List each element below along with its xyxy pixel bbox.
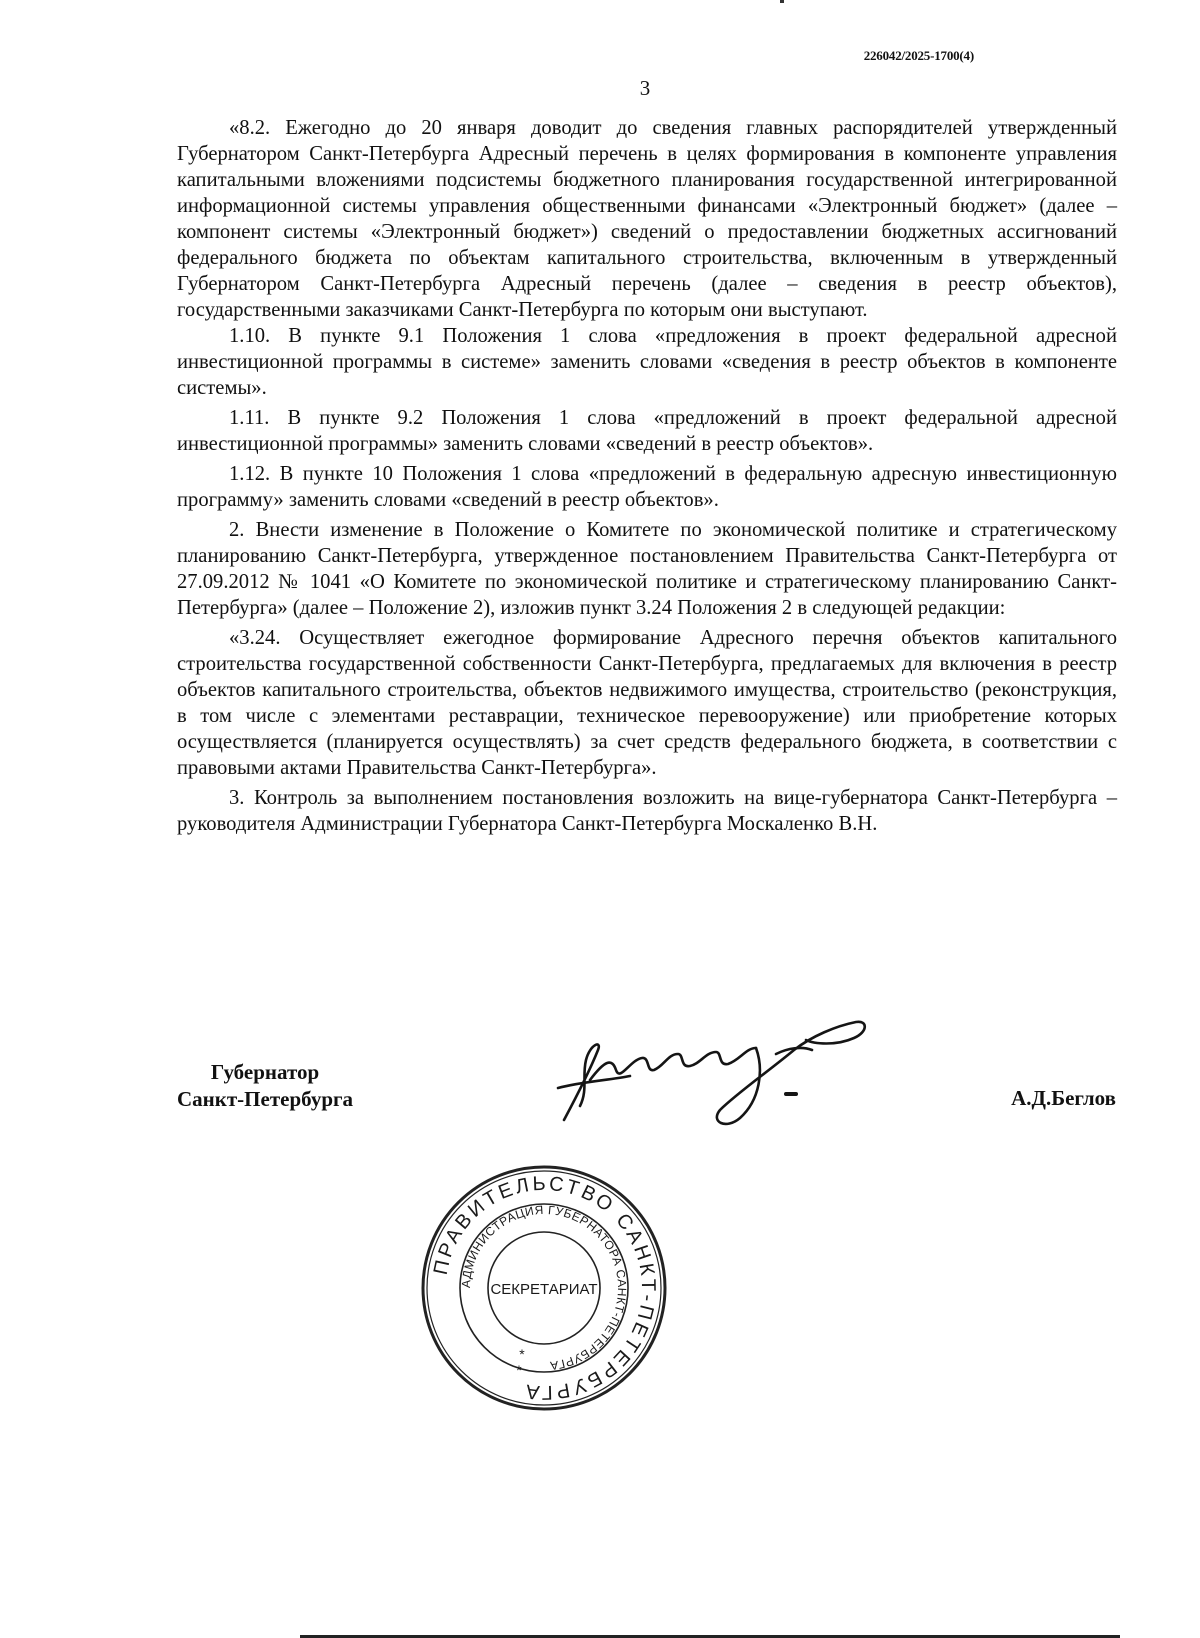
page-number: 3 bbox=[639, 76, 651, 100]
scan-mark bbox=[780, 0, 784, 3]
paragraph-8-2: «8.2. Ежегодно до 20 января доводит до сведения главных распорядителей утвержденный Губернатором Санкт-Петербурга Адресный перечень в целях формирования в компоненте управления капитальными вложениями подсистемы бюджетного планирования государственной интегрированной информационной системы управления общественными финансами «Электронный бюджет» (далее – компонент системы «Электронный бюджет») сведений о предоставлении бюджетных ассигнований федерального бюджета по объектам капитального строительства, включенным в утвержденный Губернатором Санкт-Петербурга Адресный перечень (далее – сведения в реестр объектов), государственными заказчиками Санкт-Петербурга по которым они выступают. bbox=[177, 117, 1117, 321]
seal-inner-text: АДМИНИСТРАЦИЯ ГУБЕРНАТОРА САНКТ-ПЕТЕРБУРГА bbox=[458, 1202, 630, 1373]
paragraph-1-12: 1.12. В пункте 10 Положения 1 слова «предложений в федеральную адресную инвестиционную программу» заменить словами «сведений в реестр объектов». bbox=[177, 463, 1117, 511]
seal-outer-text: ПРАВИТЕЛЬСТВО САНКТ-ПЕТЕРБУРГА bbox=[429, 1172, 660, 1404]
signer-name: А.Д.Беглов bbox=[1011, 1086, 1116, 1110]
document-body bbox=[177, 115, 1117, 837]
paragraph-1-10: 1.10. В пункте 9.1 Положения 1 слова «предложения в проект федеральной адресной инвестиционной программы в системе» заменить словами «сведения в реестр объектов в компоненте системы». bbox=[177, 325, 1117, 399]
paragraph-3-24: «3.24. Осуществляет ежегодное формирование Адресного перечня объектов капитального строительства государственной собственности Санкт-Петербурга, предлагаемых для включения в реестр объектов капитального строительства, объектов недвижимого имущества, строительство (реконструкция, в том числе с элементами реставрации, техническое перевооружение) или приобретение которых осуществляется (планируется осуществлять) за счет средств федерального бюджета, в соответствии с правовыми актами Правительства Санкт-Петербурга». bbox=[177, 627, 1117, 779]
signer-title bbox=[177, 1059, 353, 1113]
seal-center-text: СЕКРЕТАРИАТ bbox=[490, 1281, 598, 1298]
paragraph-3: 3. Контроль за выполнением постановления возложить на вице-губернатора Санкт-Петербурга – руководителя Администрации Губернатора Санкт-Петербурга Москаленко В.Н. bbox=[177, 787, 1117, 835]
handwritten-signature bbox=[550, 1010, 910, 1130]
paragraph-1-11: 1.11. В пункте 9.2 Положения 1 слова «предложений в проект федеральной адресной инвестиционной программы» заменить словами «сведений в реестр объектов». bbox=[177, 407, 1117, 455]
paragraph-2: 2. Внести изменение в Положение о Комитете по экономической политике и стратегическому планированию Санкт-Петербурга, утвержденное постановлением Правительства Санкт-Петербурга от 27.09.2012 № 1041 «О Комитете по экономической политике и стратегическому планированию Санкт-Петербурга» (далее – Положение 2), изложив пункт 3.24 Положения 2 в следующей редакции: bbox=[177, 519, 1117, 619]
signer-title-line2: Санкт-Петербурга bbox=[177, 1087, 354, 1111]
seal-star-right: * bbox=[519, 1346, 525, 1362]
document-id: 226042/2025-1700(4) bbox=[863, 48, 974, 63]
seal-star-left: * bbox=[516, 1362, 522, 1378]
signer-title-line1: Губернатор bbox=[210, 1060, 320, 1084]
official-seal bbox=[419, 1163, 669, 1413]
